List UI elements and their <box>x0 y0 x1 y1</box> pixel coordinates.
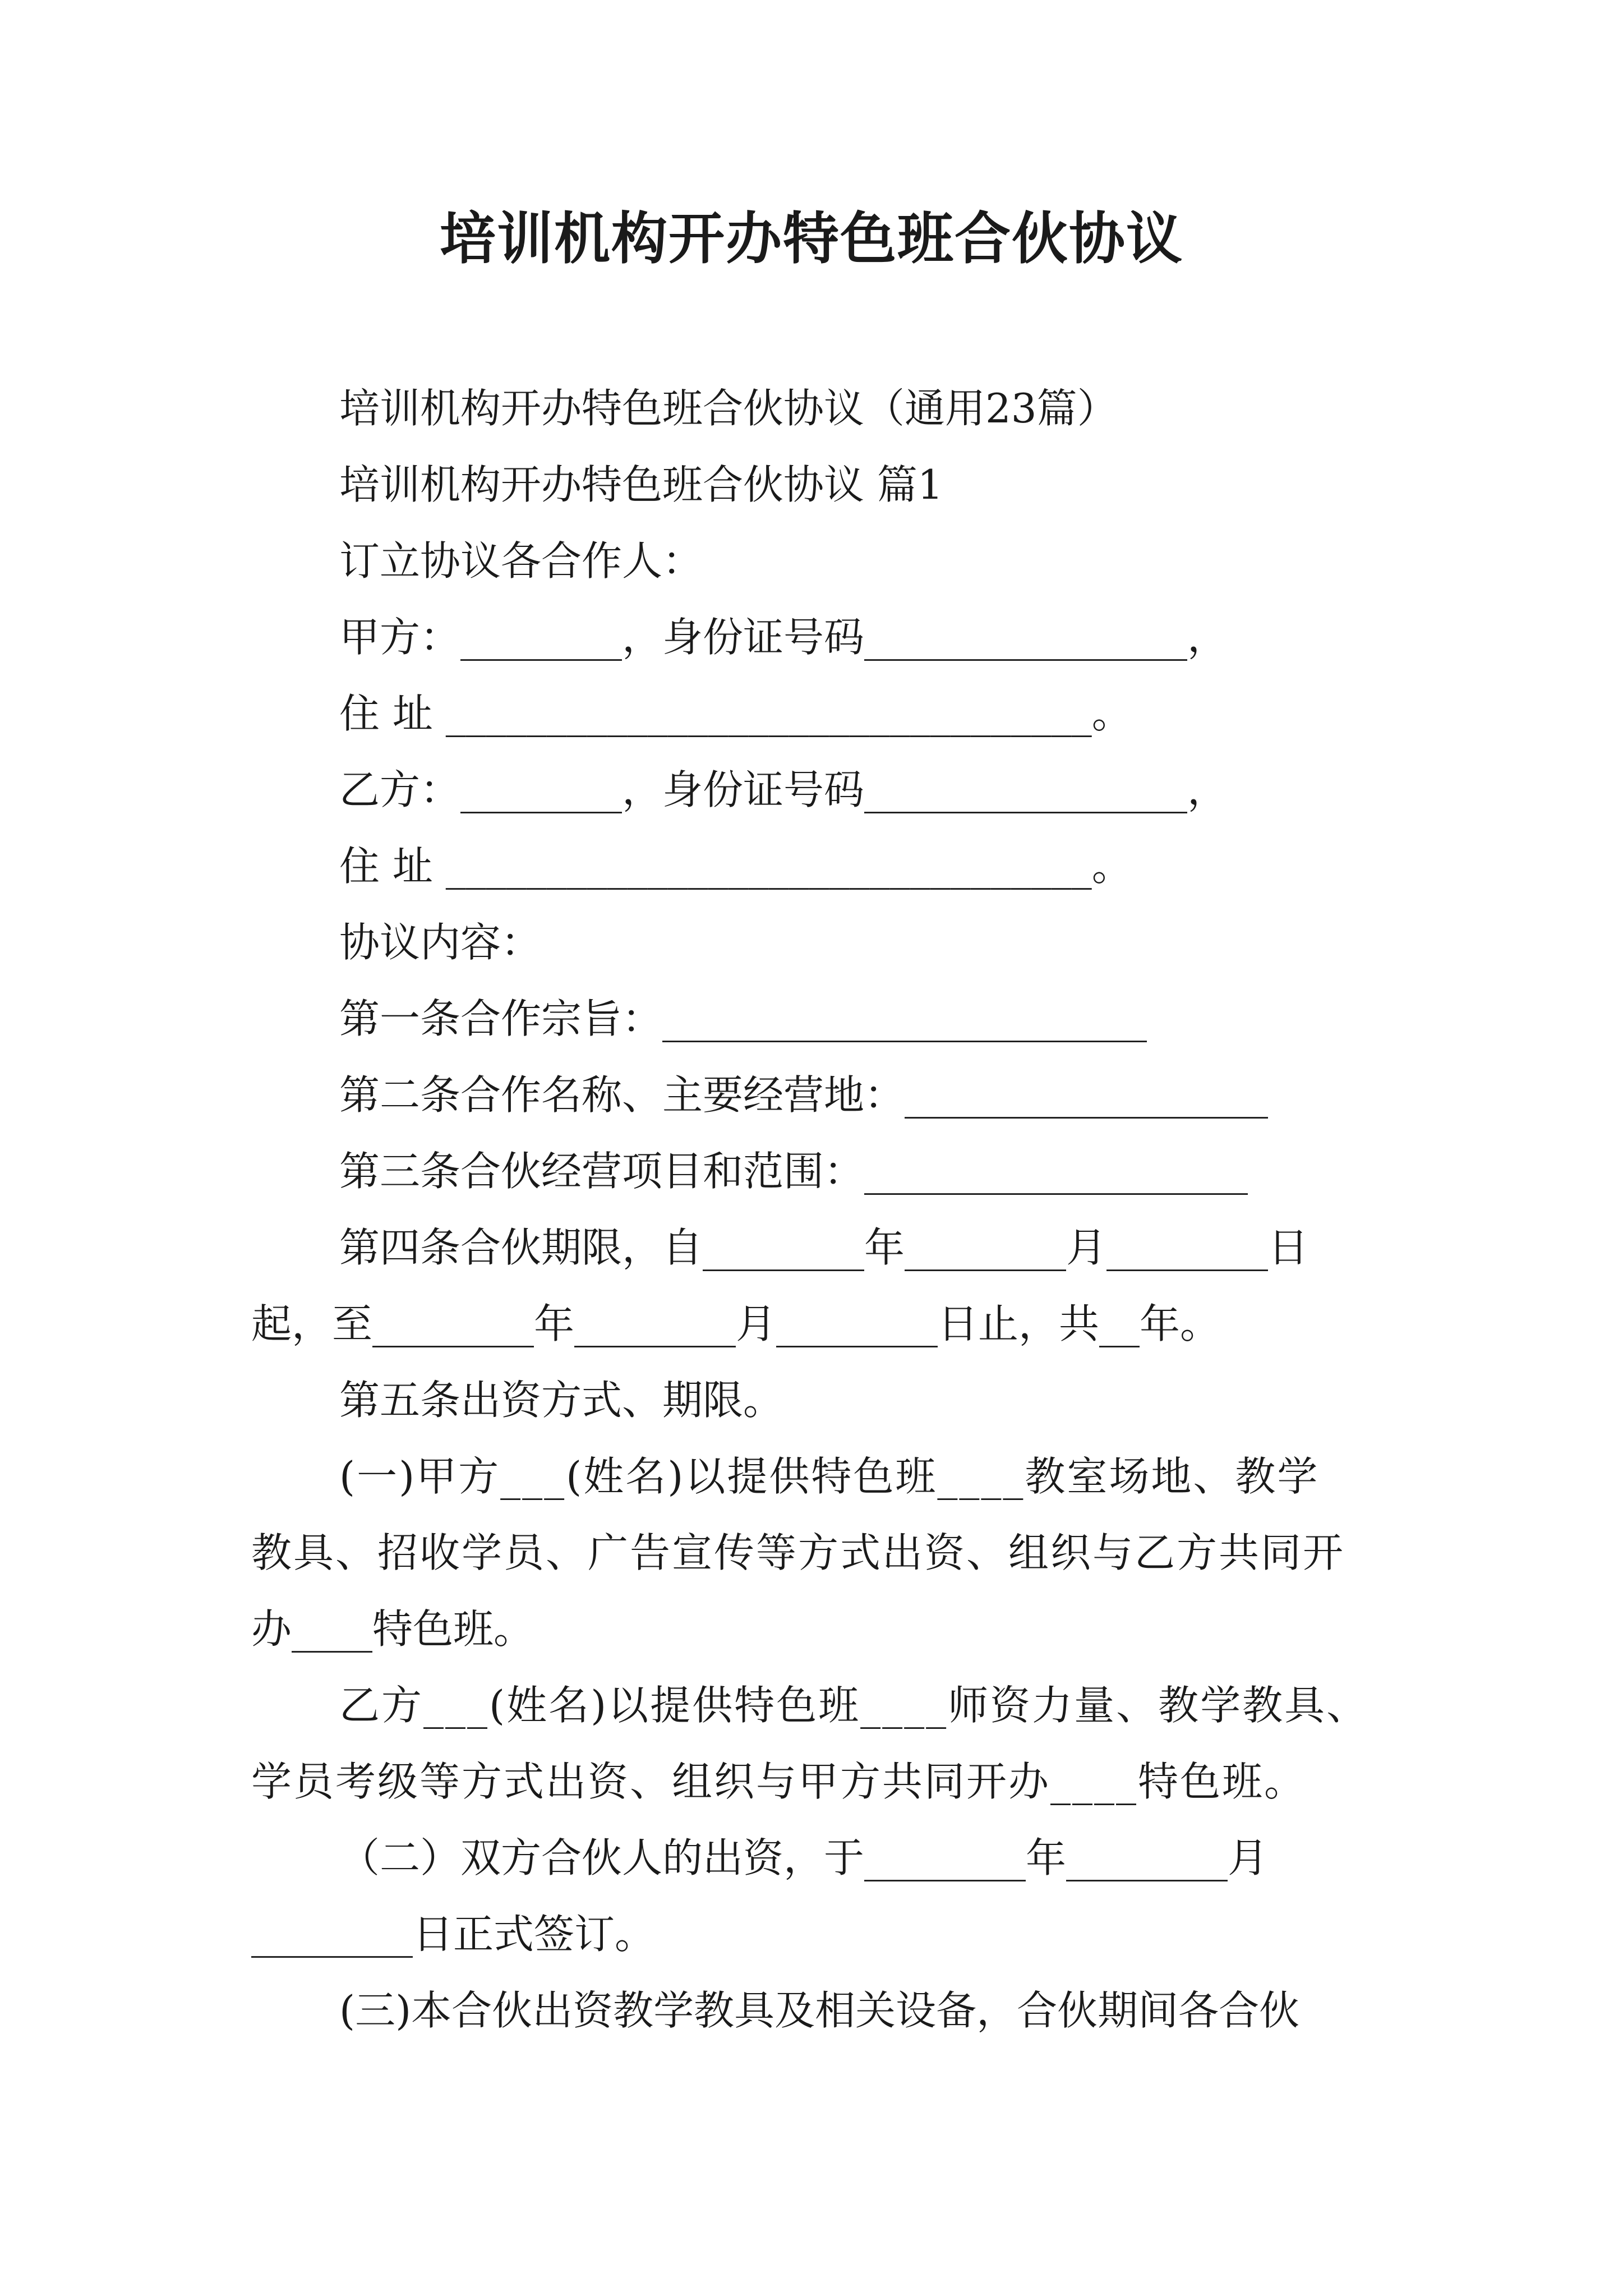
article-5-item-2-continuation: ________日正式签订。 <box>251 1911 656 1958</box>
article-3-line: 第三条合伙经营项目和范围：___________________ <box>339 1148 1248 1195</box>
article-5-line: 第五条出资方式、期限。 <box>339 1377 784 1424</box>
article-5-item-2-line: （二）双方合伙人的出资，于________年________月 <box>339 1834 1269 1881</box>
parties-intro-line: 订立协议各合作人： <box>339 537 703 585</box>
party-b-address-line: 住 址 ________________________________。 <box>339 843 1132 890</box>
article-1-line: 第一条合作宗旨：________________________ <box>339 995 1147 1042</box>
party-b-line: 乙方：________，身份证号码________________， <box>339 766 1228 813</box>
article-5-item-3-line: (三)本合伙出资教学教具及相关设备，合伙期间各合伙 <box>339 1987 1300 2034</box>
article-2-line: 第二条合作名称、主要经营地：__________________ <box>339 1071 1269 1119</box>
party-b-contribution-line: 乙方___(姓名)以提供特色班____师资力量、教学教具、 <box>339 1682 1369 1729</box>
document-title: 培训机构开办特色班合伙协议 <box>440 205 1183 272</box>
article-4-line: 第四条合伙期限，自________年________月________日 <box>339 1224 1309 1271</box>
article-4-continuation: 起，至________年________月________日止，共__年。 <box>251 1300 1221 1347</box>
article-5-item-1-end: 办____特色班。 <box>251 1605 534 1653</box>
party-b-contribution-continuation: 学员考级等方式出资、组织与甲方共同开办____特色班。 <box>251 1758 1307 1805</box>
party-a-address-line: 住 址 ________________________________。 <box>339 690 1132 737</box>
section-heading-line: 培训机构开办特色班合伙协议 篇1 <box>339 461 943 508</box>
article-5-item-1-line: (一)甲方___(姓名)以提供特色班____教室场地、教学 <box>339 1453 1320 1500</box>
agreement-content-heading: 协议内容： <box>339 919 542 966</box>
document-body <box>251 370 1395 2049</box>
party-a-line: 甲方：________，身份证号码________________， <box>339 614 1228 661</box>
article-5-item-1-continuation: 教具、招收学员、广告宣传等方式出资、组织与乙方共同开 <box>251 1529 1345 1576</box>
subtitle-line: 培训机构开办特色班合伙协议（通用23篇） <box>339 385 1118 432</box>
